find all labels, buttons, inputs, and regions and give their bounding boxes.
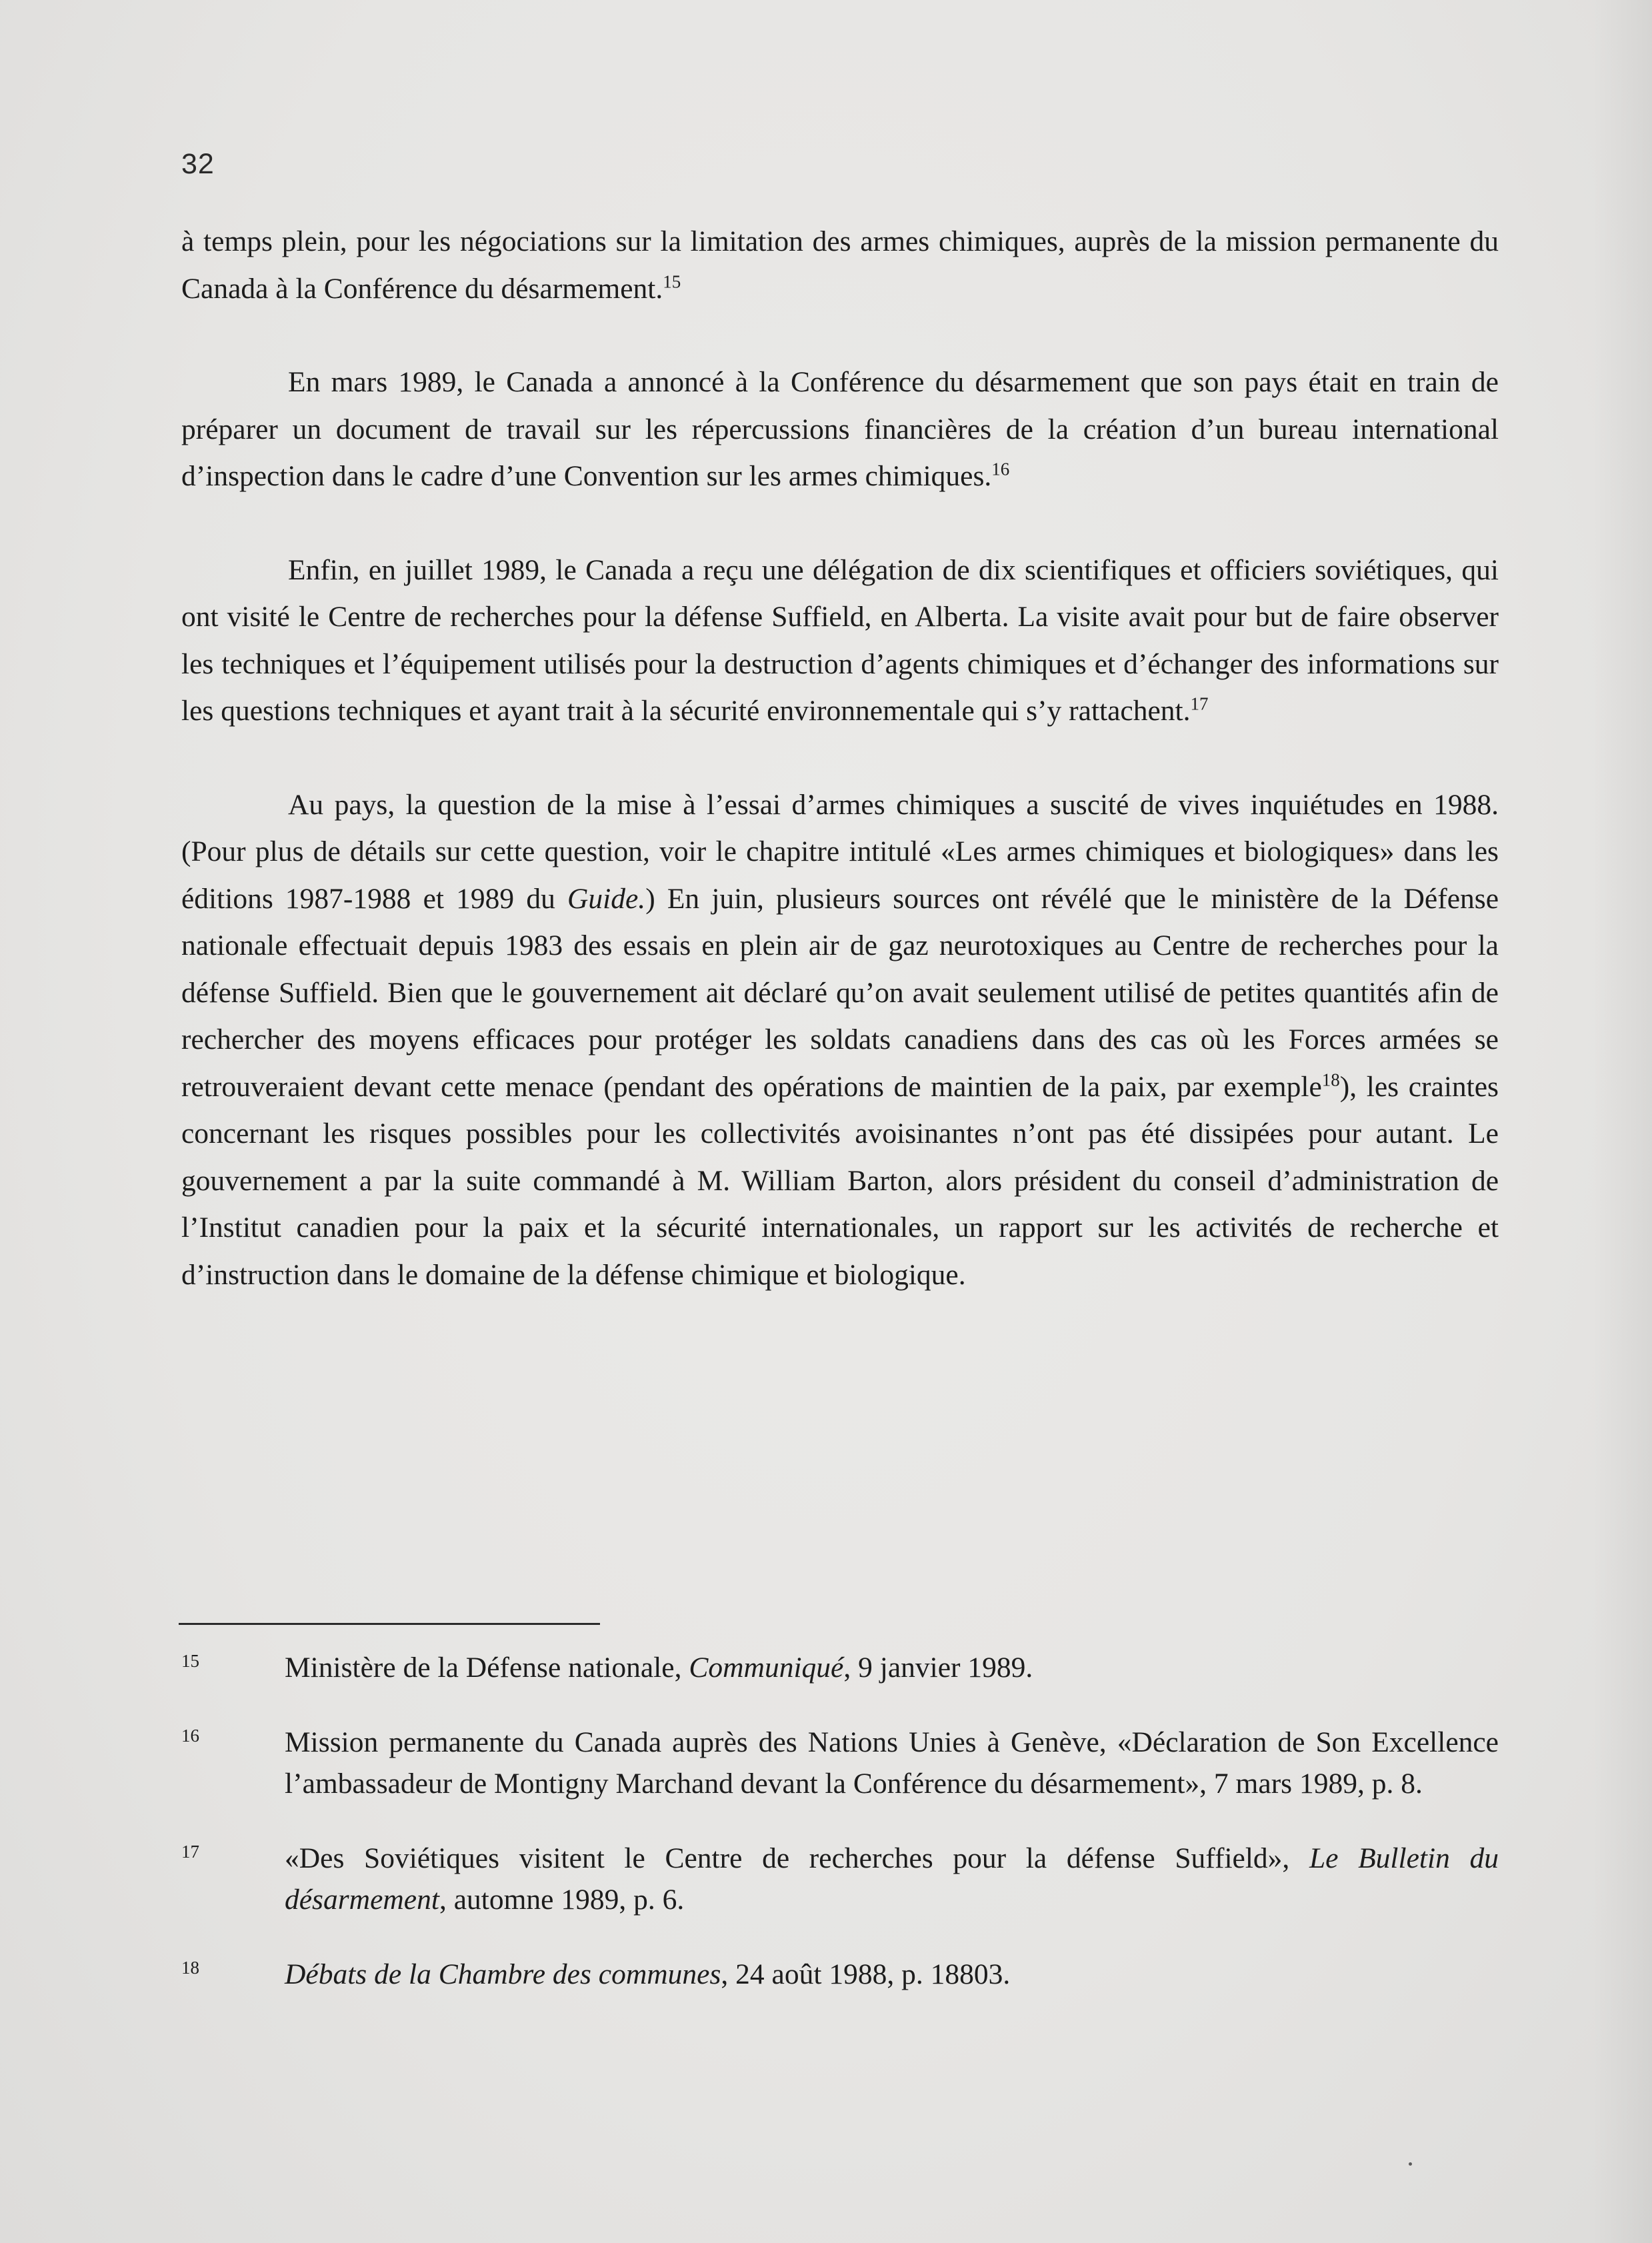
footnote-separator — [179, 1623, 600, 1625]
paragraph-2 — [181, 359, 1499, 500]
footnote-number-18: 18 — [181, 1958, 199, 1978]
footnote-16-text: Mission permanente du Canada auprès des Nations Unies à Genève, «Déclaration de Son Excellence l’ambassadeur de Montigny Marchand devant la Conférence du désarmement», 7 mars 1989, p. 8. — [285, 1726, 1499, 1800]
footnote-18-italic: Débats de la Chambre des communes — [285, 1958, 721, 1990]
footnote-ref-15: 15 — [663, 271, 681, 291]
paragraph-4-text-part2: ) En juin, plusieurs sources ont révélé que le ministère de la Défense nationale effectuait depuis 1983 des essais en plein air de gaz neurotoxiques au Centre de recherches pour la défense Suffield. Bien que le gouvernement ait déclaré qu’on avait seulement utilisé de petites quantités afin de rechercher des moyens efficaces pour protéger les soldats canadiens dans des cas où les Forces armées se retrouveraient devant cette menace (pendant des opérations de maintien de la paix, par exemple — [181, 882, 1499, 1103]
body-text — [181, 218, 1499, 1298]
footnote-18-text-b: , 24 août 1988, p. 18803. — [721, 1958, 1011, 1990]
footnote-17-italic: Le Bulletin du désarmement — [285, 1842, 1499, 1916]
footnote-ref-16: 16 — [991, 459, 1010, 479]
footnote-17-text-a: «Des Soviétiques visitent le Centre de recherches pour la défense Suffield», — [285, 1842, 1309, 1874]
footnote-15-italic: Communiqué — [689, 1652, 844, 1684]
footnote-15-text-c: , 9 janvier 1989. — [843, 1652, 1033, 1684]
footnote-15 — [181, 1647, 1499, 1688]
footnote-18 — [181, 1954, 1499, 1995]
paragraph-3-text: Enfin, en juillet 1989, le Canada a reçu une délégation de dix scientifiques et officiers soviétiques, qui ont visité le Centre de recherches pour la défense Suffield, en Alberta. La visite avait pour but de faire observer les techniques et l’équipement utilisés pour la destruction d’agents chimiques et d’échanger des informations sur les questions techniques et ayant trait à la sécurité environnementale qui s’y rattachent. — [181, 553, 1499, 727]
paragraph-4-text-part1: Au pays, la question de la mise à l’essai d’armes chimiques a suscité de vives inquiétudes en 1988. (Pour plus de détails sur cette question, voir le chapitre intitulé «Les armes chimiques et biologiques» dans les éditions 1987-1988 et 1989 du — [181, 788, 1499, 915]
footnote-16 — [181, 1722, 1499, 1804]
footnote-ref-17: 17 — [1190, 693, 1209, 714]
paragraph-2-text: En mars 1989, le Canada a annoncé à la Conférence du désarmement que son pays était en train de préparer un document de travail sur les répercussions financières de la création d’un bureau international d’inspection dans le cadre d’une Convention sur les armes chimiques. — [181, 366, 1499, 492]
footnote-15-text-a: Ministère de la Défense nationale, — [285, 1652, 689, 1684]
footnote-17-text-c: , automne 1989, p. 6. — [439, 1884, 685, 1916]
footnote-ref-18: 18 — [1321, 1069, 1340, 1089]
footnote-17 — [181, 1838, 1499, 1920]
paragraph-1-text: à temps plein, pour les négociations sur la limitation des armes chimiques, auprès de la mission permanente du Canada à la Conférence du désarmement. — [181, 225, 1499, 305]
page-number: 32 — [181, 148, 215, 180]
guide-title: Guide. — [567, 882, 646, 915]
footnote-number-15: 15 — [181, 1651, 199, 1671]
paragraph-4-text-part3: ), les craintes concernant les risques possibles pour les collectivités avoisinantes n’ont pas été dissipées pour autant. Le gouvernement a par la suite commandé à M. William Barton, alors président du conseil d’administration de l’Institut canadien pour la paix et la sécurité internationales, un rapport sur les activités de recherche et d’instruction dans le domaine de la défense chimique et biologique. — [181, 1070, 1499, 1291]
footnote-number-16: 16 — [181, 1726, 199, 1746]
paragraph-4 — [181, 781, 1499, 1299]
scan-speck — [1409, 2162, 1412, 2166]
footnote-number-17: 17 — [181, 1842, 199, 1862]
paragraph-3 — [181, 547, 1499, 735]
footnotes — [181, 1647, 1499, 1995]
page-edge-shadow — [1592, 0, 1652, 2243]
paragraph-1 — [181, 218, 1499, 312]
